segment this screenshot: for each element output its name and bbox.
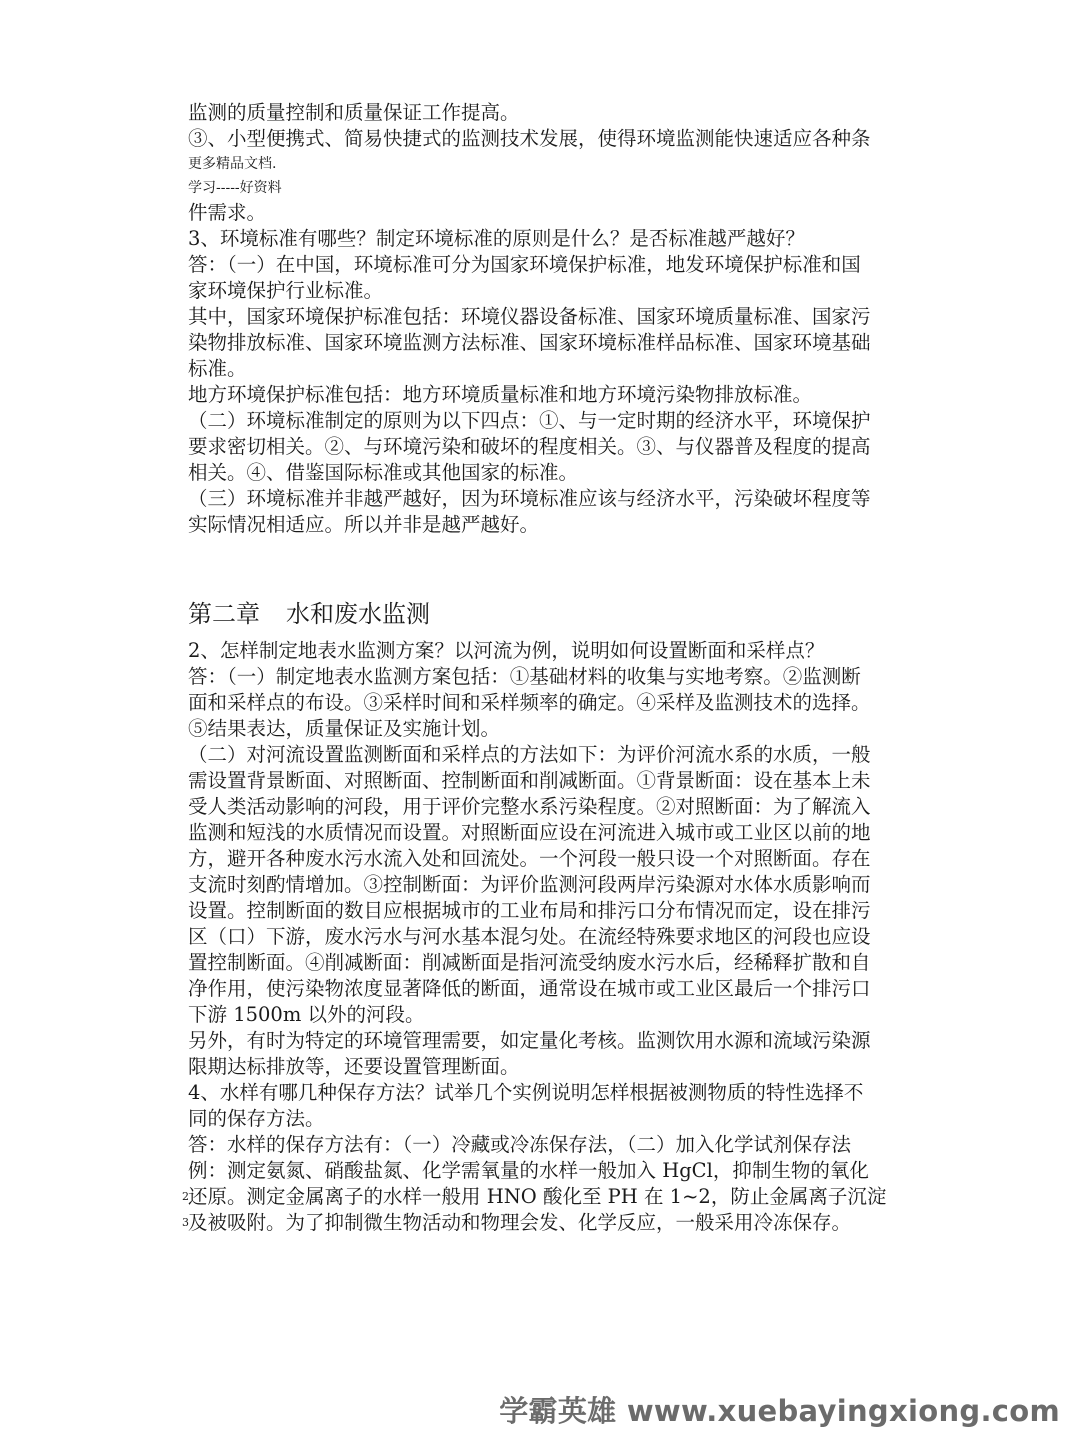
text-line: 下游 1500m 以外的河段。 [188, 1003, 425, 1026]
text-line: 区（口）下游，废水污水与河水基本混匀处。在流经特殊要求地区的河段也应设 [188, 925, 871, 948]
question-heading: 同的保存方法。 [188, 1107, 325, 1130]
text-line-content: 还原。测定金属离子的水样一般用 HNO 酸化至 PH 在 1~2，防止金属离子沉淀 [188, 1185, 887, 1208]
text-line: （二）环境标准制定的原则为以下四点：①、与一定时期的经济水平，环境保护 [188, 409, 871, 432]
text-line: 监测的质量控制和质量保证工作提高。 [188, 101, 520, 124]
promo-line: 更多精品文档. [188, 156, 277, 172]
text-line: 答：（一）制定地表水监测方案包括：①基础材料的收集与实地考察。②监测断 [188, 665, 861, 688]
text-line: 例：测定氨氮、硝酸盐氮、化学需氧量的水样一般加入 HgCl，抑制生物的氧化 [188, 1159, 869, 1182]
text-line: ⑤结果表达，质量保证及实施计划。 [188, 717, 501, 740]
text-line: 答：水样的保存方法有：（一）冷藏或冷冻保存法，（二）加入化学试剂保存法 [188, 1133, 852, 1156]
text-line: 件需求。 [188, 201, 267, 224]
chapter-number: 第二章 [188, 600, 260, 628]
chapter-heading [188, 598, 908, 630]
text-line: 家环境保护行业标准。 [188, 279, 384, 302]
subscript-marker: 2 [182, 1190, 189, 1203]
text-line: 监测和短浅的水质情况而设置。对照断面应设在河流进入城市或工业区以前的地 [188, 821, 871, 844]
subscript-marker: 3 [182, 1216, 189, 1229]
question-heading: 3、环境标准有哪些？制定环境标准的原则是什么？是否标准越严越好？ [188, 227, 805, 250]
text-line: 地方环境保护标准包括：地方环境质量标准和地方环境污染物排放标准。 [188, 383, 813, 406]
text-line: 标准。 [188, 357, 247, 380]
chapter-title: 水和废水监测 [286, 600, 430, 628]
text-line [182, 1210, 908, 1236]
question-heading: 2、怎样制定地表水监测方案？以河流为例，说明如何设置断面和采样点？ [188, 639, 825, 662]
text-line: 染物排放标准、国家环境监测方法标准、国家环境标准样品标准、国家环境基础 [188, 331, 871, 354]
text-line: 设置。控制断面的数目应根据城市的工业布局和排污口分布情况而定，设在排污 [188, 899, 871, 922]
text-line: ③、小型便携式、简易快捷式的监测技术发展，使得环境监测能快速适应各种条 [188, 127, 871, 150]
text-line: 答：（一）在中国，环境标准可分为国家环境保护标准，地发环境保护标准和国 [188, 253, 861, 276]
site-watermark: 学霸英雄 www.xuebayingxiong.com [499, 1394, 1060, 1428]
text-line: 其中，国家环境保护标准包括：环境仪器设备标准、国家环境质量标准、国家污 [188, 305, 871, 328]
text-line: （三）环境标准并非越严越好，因为环境标准应该与经济水平，污染破坏程度等 [188, 487, 871, 510]
text-line: 方，避开各种废水污水流入处和回流处。一个河段一般只设一个对照断面。存在 [188, 847, 871, 870]
text-line: 实际情况相适应。所以并非是越严越好。 [188, 513, 540, 536]
text-line: 另外，有时为特定的环境管理需要，如定量化考核。监测饮用水源和流域污染源 [188, 1029, 871, 1052]
text-line: 相关。④、借鉴国际标准或其他国家的标准。 [188, 461, 579, 484]
text-line: 需设置背景断面、对照断面、控制断面和削减断面。①背景断面：设在基本上未 [188, 769, 871, 792]
text-line: （二）对河流设置监测断面和采样点的方法如下：为评价河流水系的水质，一般 [188, 743, 871, 766]
question-heading: 4、水样有哪几种保存方法？试举几个实例说明怎样根据被测物质的特性选择不 [188, 1081, 864, 1104]
text-line: 支流时刻酌情增加。③控制断面：为评价监测河段两岸污染源对水体水质影响而 [188, 873, 871, 896]
text-line [182, 1184, 908, 1210]
text-line: 净作用，使污染物浓度显著降低的断面，通常设在城市或工业区最后一个排污口 [188, 977, 871, 1000]
text-line: 限期达标排放等，还要设置管理断面。 [188, 1055, 520, 1078]
text-line: 受人类活动影响的河段，用于评价完整水系污染程度。②对照断面：为了解流入 [188, 795, 871, 818]
text-line: 要求密切相关。②、与环境污染和破坏的程度相关。③、与仪器普及程度的提高 [188, 435, 871, 458]
text-line-content: 及被吸附。为了抑制微生物活动和物理会发、化学反应，一般采用冷冻保存。 [188, 1211, 852, 1234]
document-body [182, 100, 908, 1236]
promo-line: 学习-----好资料 [188, 180, 282, 196]
text-line: 置控制断面。④削减断面：削减断面是指河流受纳废水污水后，经稀释扩散和自 [188, 951, 871, 974]
text-line: 面和采样点的布设。③采样时间和采样频率的确定。④采样及监测技术的选择。 [188, 691, 871, 714]
